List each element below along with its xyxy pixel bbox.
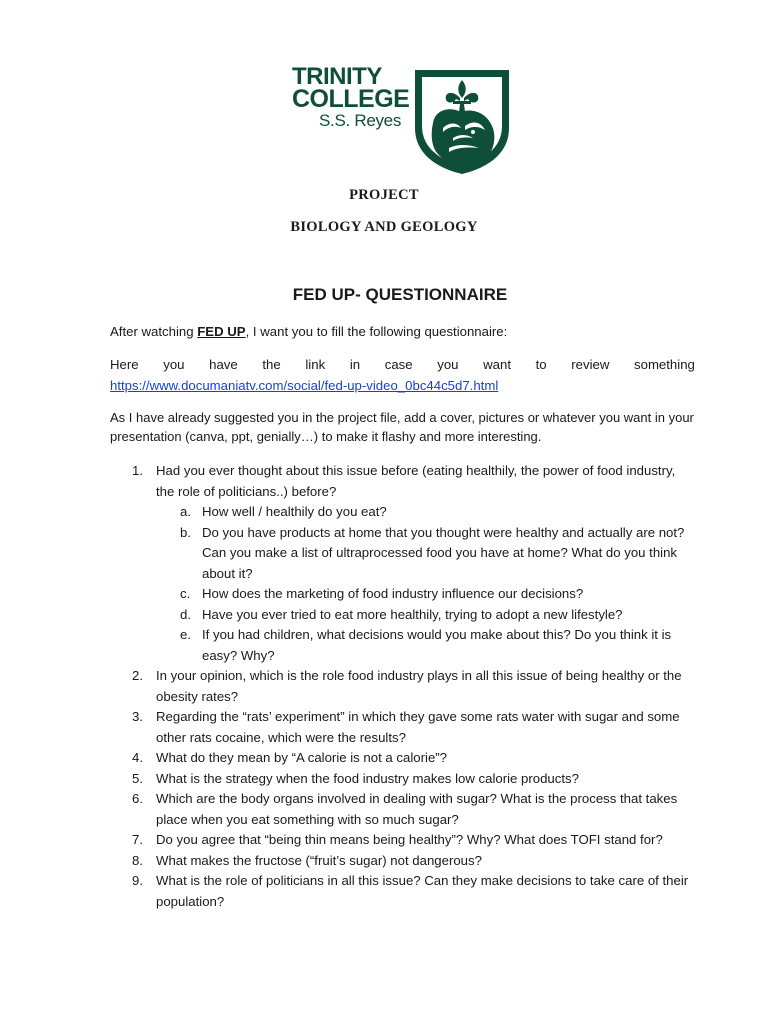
sub-question-text: How does the marketing of food industry influence our decisions? — [202, 586, 584, 601]
question-item — [110, 851, 695, 872]
presentation-note: As I have already suggested you in the project file, add a cover, pictures or whatever you want in your presentation (canva, ppt, genially…) to make it flashy and more interesting. — [110, 410, 694, 444]
link-intro-word: Here — [110, 357, 139, 372]
intro-paragraph — [110, 322, 695, 343]
sub-question-letter: d. — [180, 606, 191, 622]
question-number: 4. — [132, 750, 143, 765]
sub-question-letter: e. — [180, 627, 191, 642]
link-intro-word: something — [634, 357, 695, 372]
link-intro-word: in — [349, 357, 361, 372]
link-intro-word: you — [437, 357, 459, 372]
question-item — [110, 461, 695, 666]
intro-text-before: After watching — [110, 324, 198, 339]
question-number: 6. — [132, 791, 143, 806]
link-intro-word: the — [262, 357, 281, 372]
question-number: 3. — [132, 709, 143, 724]
question-text: What makes the fructose (“fruit’s sugar) not dangerous? — [156, 852, 482, 868]
sub-question-letter: b. — [180, 524, 191, 540]
link-paragraph — [110, 355, 695, 396]
sub-question-list — [156, 502, 695, 666]
project-heading: PROJECT — [349, 187, 419, 203]
question-number: 5. — [132, 770, 143, 786]
sub-question-text: Do you have products at home that you thought were healthy and actually are not? Can you make a list of ultraprocessed food you have at home? What do you think about it? — [202, 524, 685, 581]
question-text: What do they mean by “A calorie is not a calorie”? — [156, 750, 448, 765]
question-item — [110, 830, 695, 851]
link-intro-word: want — [483, 357, 511, 372]
question-text: Had you ever thought about this issue before (eating healthily, the power of food industry, the role of politicians..) before? — [156, 463, 676, 499]
questionnaire-list — [110, 461, 695, 912]
sub-question-item — [156, 523, 695, 585]
intro-text-after: , I want you to fill the following questionnaire: — [245, 324, 508, 339]
question-item — [110, 666, 695, 707]
question-item — [110, 769, 695, 790]
question-text: Which are the body organs involved in dealing with sugar? What is the process that takes place when you eat something with so much sugar? — [156, 791, 678, 827]
sub-question-item — [156, 502, 695, 523]
question-number: 8. — [132, 852, 143, 868]
question-item — [110, 871, 695, 912]
film-title: FED UP — [197, 324, 246, 339]
link-intro-word: case — [384, 357, 413, 372]
question-text: Do you agree that “being thin means being healthy”? Why? What does TOFI stand for? — [156, 832, 663, 847]
question-item — [110, 707, 695, 748]
page-title: FED UP- QUESTIONNAIRE — [292, 285, 508, 304]
sub-question-item — [156, 605, 695, 626]
sub-question-item — [156, 625, 695, 666]
question-text: What is the strategy when the food industry makes low calorie products? — [156, 770, 579, 786]
question-text: In your opinion, which is the role food industry plays in all this issue of being healthy or the obesity rates? — [156, 668, 682, 704]
lion-shield-fleur-de-lis-icon — [413, 68, 511, 176]
link-intro-word: have — [209, 357, 238, 372]
subject-heading: BIOLOGY AND GEOLOGY — [290, 219, 478, 235]
question-text: What is the role of politicians in all this issue? Can they make decisions to take care of their population? — [156, 873, 689, 909]
sub-question-text: How well / healthily do you eat? — [202, 504, 387, 519]
logo-wordmark — [292, 63, 410, 132]
video-link[interactable]: https://www.documaniatv.com/social/fed-up-video_0bc44c5d7.html — [110, 377, 499, 393]
link-intro-word: you — [163, 357, 185, 372]
school-logo — [292, 63, 512, 176]
logo-line-1: TRINITY — [292, 63, 382, 90]
logo-line-2: COLLEGE — [292, 85, 410, 113]
sub-question-text: Have you ever tried to eat more healthily, trying to adopt a new lifestyle? — [202, 606, 623, 622]
sub-question-item — [156, 584, 695, 605]
question-number: 1. — [132, 463, 143, 478]
question-number: 9. — [132, 873, 143, 888]
question-number: 7. — [132, 832, 143, 847]
sub-question-letter: a. — [180, 504, 191, 519]
question-item — [110, 748, 695, 769]
question-number: 2. — [132, 668, 143, 683]
link-intro-word: link — [305, 357, 326, 372]
sub-question-letter: c. — [180, 586, 191, 601]
link-intro-word: to — [535, 357, 547, 372]
link-intro-line — [110, 355, 695, 376]
link-intro-word: review — [571, 357, 610, 372]
question-item — [110, 789, 695, 830]
logo-line-3: S.S. Reyes — [319, 111, 402, 130]
question-text: Regarding the “rats’ experiment” in which they gave some rats water with sugar and some other rats cocaine, which were the results? — [156, 709, 680, 745]
sub-question-text: If you had children, what decisions would you make about this? Do you think it is easy? Why? — [202, 627, 672, 663]
